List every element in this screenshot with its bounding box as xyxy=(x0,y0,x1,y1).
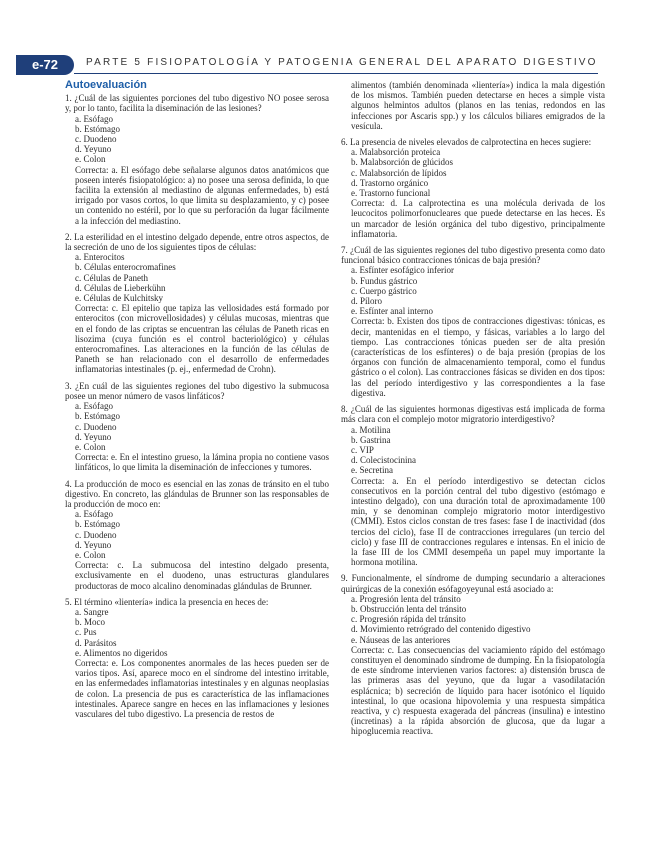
answer-option: d. Yeyuno xyxy=(75,144,112,155)
answer-option: d. Píloro xyxy=(351,296,383,307)
answer-option: a. Esófago xyxy=(75,401,113,412)
answer-options xyxy=(341,425,605,476)
question-text: 1. ¿Cuál de las siguientes porciones del tubo digestivo NO posee serosa y, por lo tanto, facilita la diseminación de las lesiones? xyxy=(65,93,329,114)
answer-option: a. Progresión lenta del tránsito xyxy=(351,593,461,604)
answer-explanation: Correcta: e. Los componentes anormales de las heces pueden ser de varios tipos. Así, aparece moco en el síndrome del intestino irritable, en las enfermedades inflamatorias intestinales y en algunas neoplasias de colon. La presencia de pus es característica de las inflamaciones intestinales. Aparece sangre en heces en las inflamaciones y lesiones vasculares del tubo digestivo. La presencia de restos de xyxy=(75,657,329,719)
answer-option: b. Obstrucción lenta del tránsito xyxy=(351,603,467,614)
running-head: PARTE 5 FISIOPATOLOGÍA Y PATOGENIA GENERAL DEL APARATO DIGESTIVO xyxy=(86,57,598,68)
answer-options xyxy=(65,252,329,303)
answer-option: a. Enterocitos xyxy=(75,252,125,263)
answer-option: b. Fundus gástrico xyxy=(351,275,418,286)
question-text: 3. ¿En cuál de las siguientes regiones del tubo digestivo la submucosa posee un menor número de vasos linfáticos? xyxy=(65,380,329,401)
page-header xyxy=(0,0,655,72)
answer-option: c. Duodeno xyxy=(75,134,117,145)
answer-option: b. Estómago xyxy=(75,123,120,134)
question-text: 9. Funcionalmente, el síndrome de dumping secundario a alteraciones quirúrgicas de la conexión esófagoyeyunal está asociado a: xyxy=(341,573,605,594)
answer-option: a. Malabsorción proteica xyxy=(351,147,441,158)
answer-option: e. Secretina xyxy=(351,465,393,476)
answer-option: c. Cuerpo gástrico xyxy=(351,285,417,296)
question-block xyxy=(65,381,329,473)
answer-options xyxy=(65,401,329,452)
answer-option: c. Pus xyxy=(75,627,97,638)
answer-options xyxy=(65,509,329,560)
answer-option: d. Yeyuno xyxy=(75,539,112,550)
answer-option: c. Malabsorción de lípidos xyxy=(351,167,447,178)
answer-option: e. Náuseas de las anteriores xyxy=(351,634,451,645)
answer-explanation: Correcta: a. En el período interdigestivo se detectan ciclos consecutivos en la porción central del tubo digestivo (estómago e intestino delgado), con una duración total de aproximadamente 100 min, y se denominan complejo migratorio motor interdigestivo (CMMI). Estos ciclos constan de tres fases: fase I de inactividad (dos tercios del ciclo), fase II de contracciones irregulares (un tercio del ciclo) y fase III de contracciones regulares e intensas. En el inicio de la fase III de los CMMI desempeña un papel muy importante la hormona motilina. xyxy=(351,475,605,568)
answer-explanation: Correcta: c. La submucosa del intestino delgado presenta, exclusivamente en el duodeno, unas estructuras glandulares productoras de moco alcalino denominadas glándulas de Brunner. xyxy=(75,560,329,591)
answer-explanation: Correcta: a. El esófago debe señalarse algunos datos anatómicos que poseen interés fisiopatológico: a) no posee una serosa definida, lo que facilita la extensión al mediastino de algunas enfermedades, b) está irrigado por vasos cortos, lo que limita su desplazamiento, y c) posee un contenido no estéril, por lo que su perforación da lugar fácilmente a la infección del mediastino. xyxy=(75,164,329,226)
question-text: 2. La esterilidad en el intestino delgado depende, entre otros aspectos, de la secreción de uno de los siguientes tipos de células: xyxy=(65,231,329,253)
answer-options xyxy=(341,594,605,645)
question-block xyxy=(341,245,605,398)
answer-option: c. Progresión rápida del tránsito xyxy=(351,614,466,625)
answer-option: d. Yeyuno xyxy=(75,431,112,442)
question-text: 8. ¿Cuál de las siguientes hormonas digestivas está implicada de forma más clara con el complejo motor migratorio interdigestivo? xyxy=(341,404,605,425)
answer-option: a. Esfínter esofágico inferior xyxy=(351,265,454,276)
answer-option: c. Células de Paneth xyxy=(75,272,148,283)
question-text: 6. La presencia de niveles elevados de calprotectina en heces sugiere: xyxy=(341,137,592,148)
answer-option: b. Moco xyxy=(75,617,105,628)
answer-explanation: Correcta: c. Las consecuencias del vaciamiento rápido del estómago constituyen el denominado síndrome de dumping. En la fisiopatología de este síndrome intervienen varios factores: a) distensión brusca de las primeras asas del yeyuno, que da lugar a vasodilatación esplácnica; b) secreción de líquido para hacer isotónico el líquido intestinal, lo que ocasiona hipovolemia y una respuesta simpática reactiva, y c) respuesta exagerada del páncreas (insulina) e intestino (incretinas) a la rápida absorción de glucosa, que da lugar a hipoglucemia reactiva. xyxy=(351,644,605,737)
question-text: 7. ¿Cuál de las siguientes regiones del tubo digestivo presenta como dato funcional básico contracciones tónicas de baja presión? xyxy=(341,245,605,266)
answer-option: b. Células enterocromafines xyxy=(75,262,176,273)
question-text: 4. La producción de moco es esencial en las zonas de tránsito en el tubo digestivo. En concreto, las glándulas de Brunner son las responsables de la producción de moco en: xyxy=(65,478,329,509)
question-block xyxy=(341,137,605,239)
left-column xyxy=(65,80,329,725)
answer-options xyxy=(65,607,329,658)
answer-option: b. Gastrina xyxy=(351,434,391,445)
answer-option: c. Duodeno xyxy=(75,421,117,432)
answer-option: a. Esófago xyxy=(75,113,113,124)
answer-option: d. Movimiento retrógrado del contenido digestivo xyxy=(351,624,531,635)
answer-option: d. Trastorno orgánico xyxy=(351,177,429,188)
answer-options xyxy=(341,147,605,198)
right-column xyxy=(341,80,605,743)
question-block xyxy=(341,404,605,567)
question-block xyxy=(65,232,329,375)
answer-option: a. Motilina xyxy=(351,424,391,435)
question-block xyxy=(65,93,329,226)
question-block xyxy=(65,597,329,719)
answer-option: d. Colecistocinina xyxy=(351,455,416,466)
question-text: 5. El término «lientería» indica la presencia en heces de: xyxy=(65,596,269,607)
answer-option: e. Alimentos no digeridos xyxy=(75,647,168,658)
page-number-badge: e-72 xyxy=(16,55,74,75)
answer-option: e. Esfínter anal interno xyxy=(351,306,433,317)
answer-option: d. Células de Lieberkühn xyxy=(75,282,166,293)
answer-option: c. Duodeno xyxy=(75,529,117,540)
continued-answer: alimentos (también denominada «lientería») indica la mala digestión de los mismos. También pueden detectarse en heces a simple vista algunos helmintos adultos (planos en las tenias, redondos en las infecciones por Ascaris spp.) y los cálculos biliares emigrados de la vesícula. xyxy=(351,80,605,131)
answer-option: a. Sangre xyxy=(75,606,109,617)
question-list xyxy=(65,93,329,719)
answer-option: e. Colon xyxy=(75,154,106,165)
answer-explanation: Correcta: d. La calprotectina es una molécula derivada de los leucocitos polimorfonucleares que puede detectarse en las heces. Es un marcador de lesión orgánica del tubo digestivo, principalmente inflamatoria. xyxy=(351,198,605,239)
answer-option: b. Estómago xyxy=(75,411,120,422)
answer-option: e. Colon xyxy=(75,549,106,560)
answer-option: b. Estómago xyxy=(75,519,120,530)
question-list xyxy=(341,137,605,737)
question-block xyxy=(65,479,329,591)
answer-explanation: Correcta: e. En el intestino grueso, la lámina propia no contiene vasos linfáticos, lo que limita la diseminación de infecciones y tumores. xyxy=(75,452,329,473)
answer-option: e. Trastorno funcional xyxy=(351,188,431,199)
answer-explanation: Correcta: c. El epitelio que tapiza las vellosidades está formado por enterocitos (con microvellosidades) y células mucosas, mientras que en el fondo de las criptas se encuentran las células de Paneth ricas en lisozima (cuya función es el control bacteriológico) y células enterocromafines. Las alteraciones en la función de las células de Paneth se han relacionado con el desarrollo de enfermedades inflamatorias intestinales (p. ej., enfermedad de Crohn). xyxy=(75,303,329,375)
answer-option: e. Células de Kulchitsky xyxy=(75,293,163,304)
answer-option: b. Malabsorción de glúcidos xyxy=(351,157,453,168)
answer-option: a. Esófago xyxy=(75,509,113,520)
answer-options xyxy=(65,114,329,165)
answer-option: d. Parásitos xyxy=(75,637,117,648)
answer-option: c. VIP xyxy=(351,444,374,455)
answer-option: e. Colon xyxy=(75,441,106,452)
answer-options xyxy=(341,265,605,316)
question-block xyxy=(341,573,605,736)
section-title: Autoevaluación xyxy=(65,79,147,91)
header-divider xyxy=(74,73,598,74)
answer-explanation: Correcta: b. Existen dos tipos de contracciones digestivas: tónicas, es decir, mantenidas en el tiempo, y fásicas, variables a lo largo del tiempo. Las contracciones tónicas pueden ser de alta presión (características de los esfínteres) o de baja presión (propias de los órganos con función de almacenamiento temporal, como el fundus gástrico o el colon). Las contracciones fásicas se dividen en dos tipos: las del período interdigestivo y las correspondientes a la fase digestiva. xyxy=(351,316,605,398)
